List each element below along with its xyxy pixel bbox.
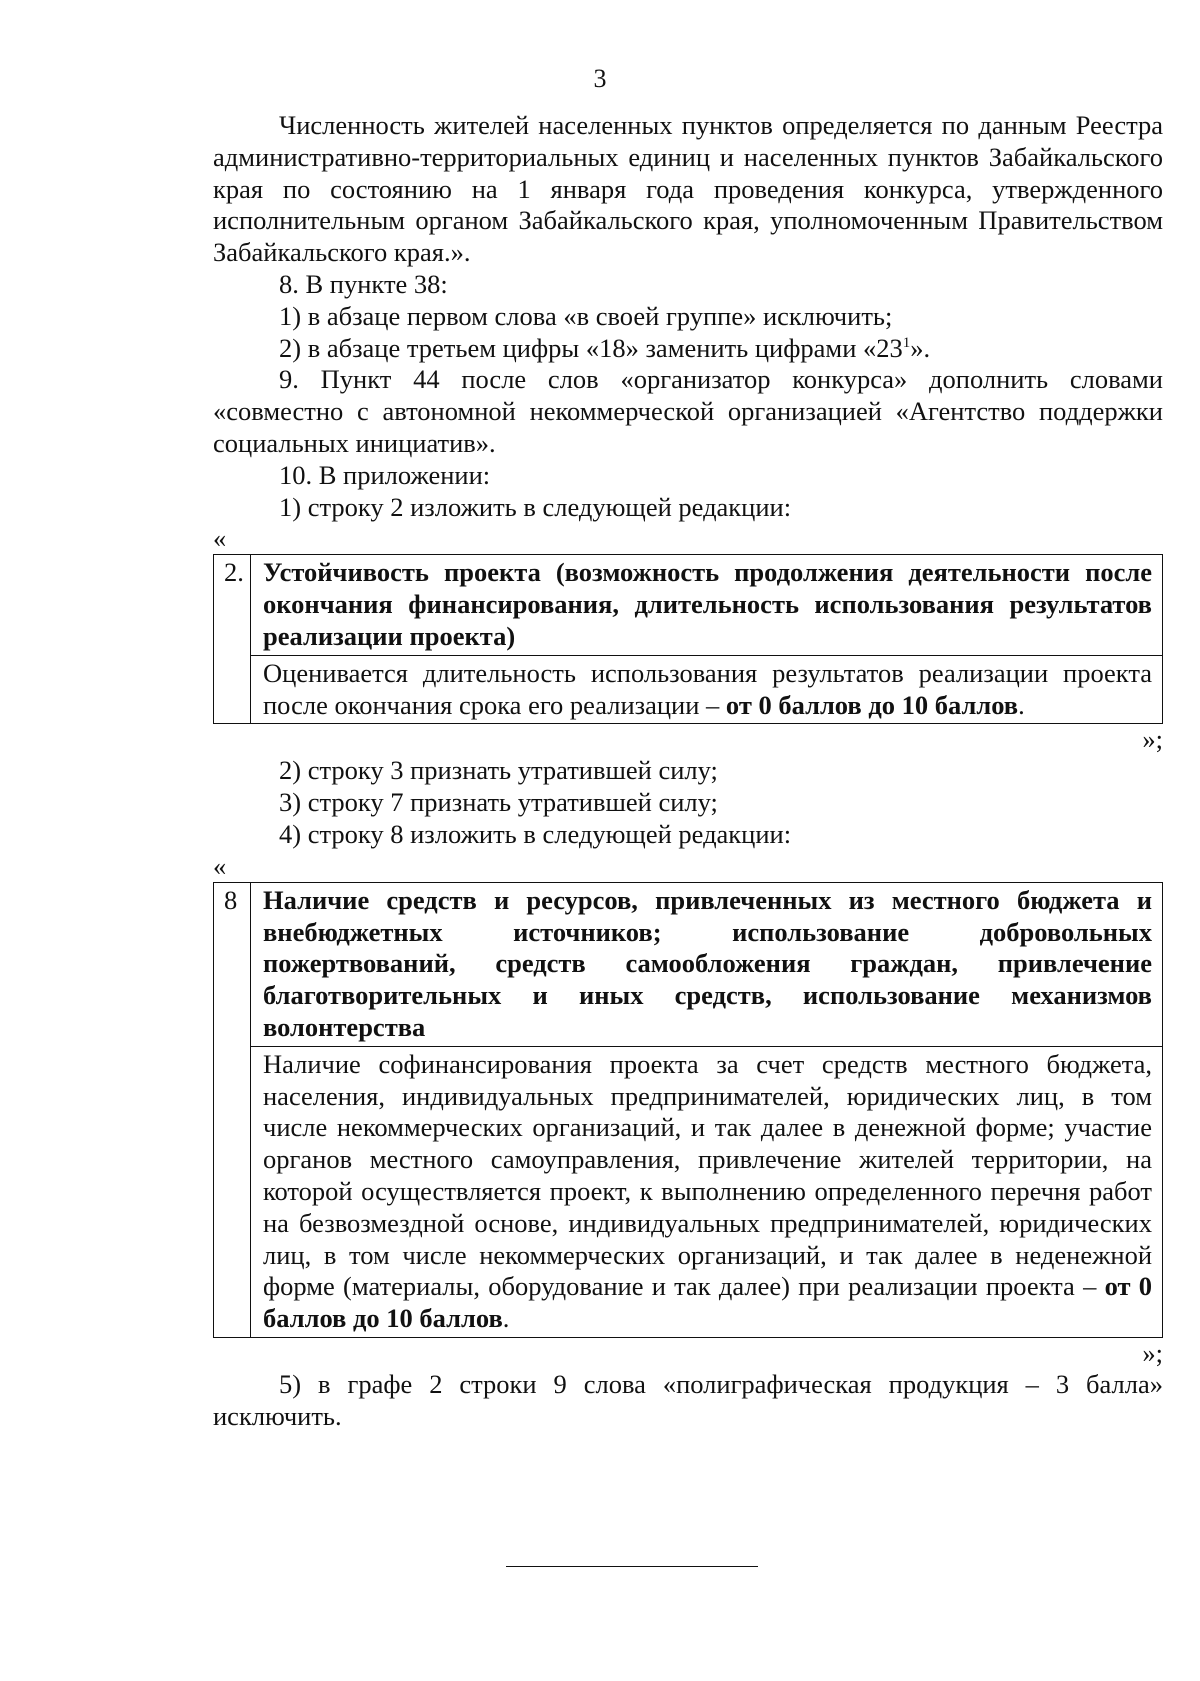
closing-rule — [506, 1566, 758, 1567]
row2-desc-tail: . — [1018, 689, 1025, 720]
document-body — [213, 110, 1163, 1432]
quote-open-row2: « — [213, 523, 227, 554]
paragraph-item-10-3: 3) строку 7 признать утратившей силу; — [279, 787, 718, 818]
row8-desc-bold: от 0 баллов до 10 баллов — [263, 1271, 1152, 1334]
row2-desc-text: Оценивается длительность использования результатов реализации проекта после окончания срока его реализации – — [263, 657, 1152, 720]
paragraph-item-10-2: 2) строку 3 признать утратившей силу; — [279, 755, 718, 786]
paragraph-item-10-4: 4) строку 8 изложить в следующей редакции: — [279, 818, 792, 849]
paragraph-item-9: 9. Пункт 44 после слов «организатор конкурса» дополнить словами «совместно с автономной некоммерческой организацией «Агентство поддержки социальных инициатив». — [213, 364, 1163, 458]
row2-description — [251, 655, 1163, 724]
paragraph-item-8-2 — [213, 333, 1163, 365]
quote-open-row8: « — [213, 850, 227, 881]
superscript: 1 — [902, 334, 911, 351]
row8-desc-text: Наличие софинансирования проекта за счет средств местного бюджета, населения, индивидуальных предпринимателей, юридических лиц, в том числе некоммерческих организаций, и так далее в денежной форме; участие органов местного самоуправления, привлечение жителей территории, на которой осуществляется проект, к выполнению определенного перечня работ на безвозмездной основе, индивидуальных предпринимателей, юридических лиц, в том числе некоммерческих организаций, и так далее в неденежной форме (материалы, оборудование и так далее) при реализации проекта – — [263, 1048, 1152, 1302]
table-row-2 — [213, 554, 1163, 724]
row8-number: 8 — [214, 882, 251, 1337]
page-number: 3 — [593, 64, 607, 93]
row2-title: Устойчивость проекта (возможность продолжения деятельности после окончания финансирования, длительность использования результатов реализации проекта) — [251, 555, 1163, 655]
paragraph-population: Численность жителей населенных пунктов определяется по данным Реестра административно-территориальных единиц и населенных пунктов Забайкальского края по состоянию на 1 января года проведения конкурса, утвержденного исполнительным органом Забайкальского края, уполномоченным Правительством Забайкальского края.». — [213, 110, 1163, 268]
row8-title: Наличие средств и ресурсов, привлеченных из местного бюджета и внебюджетных источников; использование добровольных пожертвований, средств самообложения граждан, привлечение благотворительных и иных средств, использование механизмов волонтерства — [251, 882, 1163, 1046]
quote-close-row2: »; — [1142, 724, 1163, 755]
paragraph-item-8-1: 1) в абзаце первом слова «в своей группе» исключить; — [279, 300, 893, 331]
paragraph-item-10-1: 1) строку 2 изложить в следующей редакции: — [279, 491, 792, 522]
table-row-8 — [213, 882, 1163, 1338]
quote-close-row8: »; — [1142, 1337, 1163, 1368]
paragraph-item-8-2-tail: ». — [910, 332, 931, 363]
paragraph-item-10: 10. В приложении: — [279, 459, 491, 490]
row8-desc-tail: . — [502, 1303, 510, 1334]
row8-description — [251, 1046, 1163, 1337]
paragraph-item-8: 8. В пункте 38: — [279, 268, 448, 299]
paragraph-item-10-5: 5) в графе 2 строки 9 слова «полиграфическая продукция – 3 балла» исключить. — [213, 1368, 1163, 1431]
paragraph-item-8-2-text: 2) в абзаце третьем цифры «18» заменить цифрами «23 — [279, 332, 903, 363]
row2-number: 2. — [214, 555, 251, 724]
row2-desc-bold: от 0 баллов до 10 баллов — [725, 689, 1019, 720]
